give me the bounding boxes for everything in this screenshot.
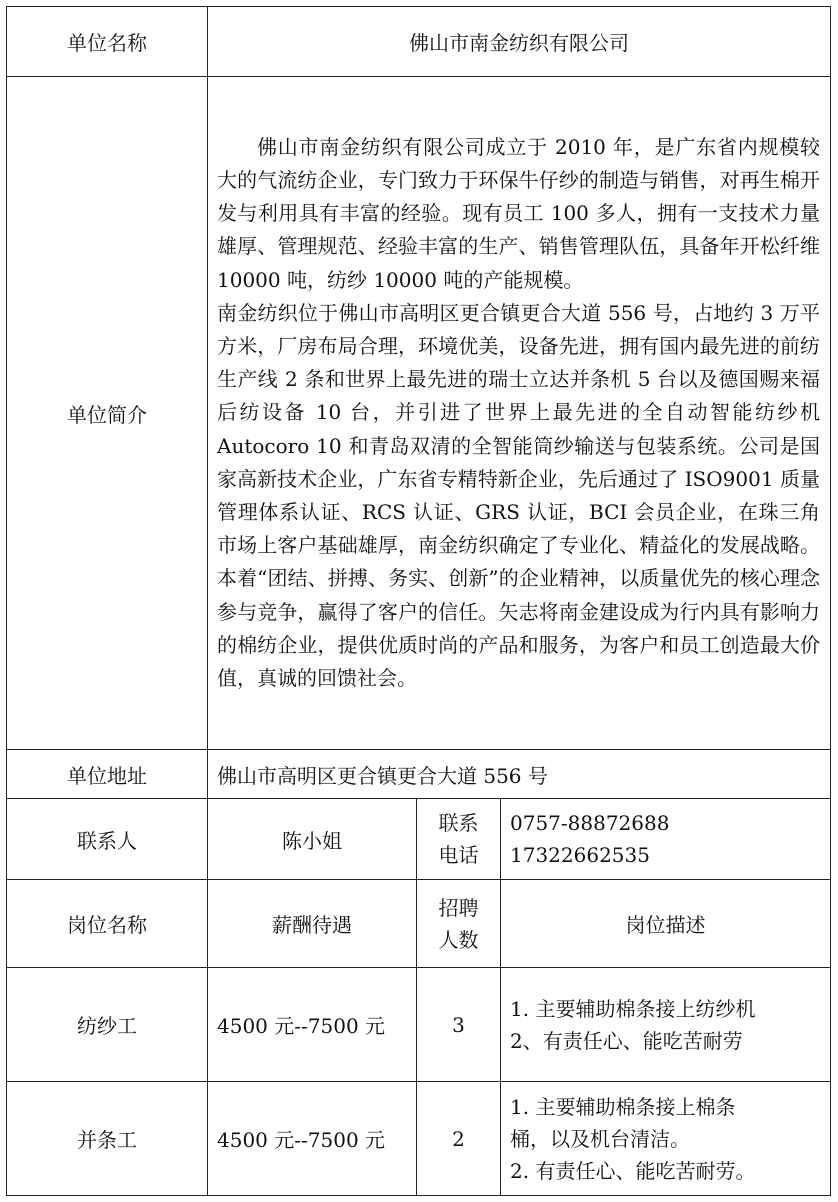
contact-name: 陈小姐 xyxy=(208,799,417,880)
job-position: 并条工 xyxy=(7,1082,208,1196)
header-headcount-line-1: 招聘 xyxy=(438,895,479,920)
job-description xyxy=(501,968,831,1082)
header-salary: 薪酬待遇 xyxy=(208,880,417,968)
job-row xyxy=(7,968,831,1082)
company-name-label: 单位名称 xyxy=(7,7,208,77)
phone-number-1: 0757-88872688 xyxy=(510,811,670,835)
phone-label-line-1: 联系 xyxy=(438,811,479,835)
company-intro-text xyxy=(208,77,831,750)
job-description-line: 桶，以及机台清洁。 xyxy=(510,1126,690,1151)
company-name-row xyxy=(7,7,831,77)
phone-numbers xyxy=(501,799,831,880)
contact-label: 联系人 xyxy=(7,799,208,880)
job-headcount: 2 xyxy=(417,1082,501,1196)
job-headcount: 3 xyxy=(417,968,501,1082)
jobs-header-row xyxy=(7,880,831,968)
header-headcount-line-2: 人数 xyxy=(438,927,479,952)
company-address-label: 单位地址 xyxy=(7,750,208,799)
company-intro-label: 单位简介 xyxy=(7,77,208,750)
company-intro-row xyxy=(7,77,831,750)
job-row xyxy=(7,1082,831,1196)
company-address-row xyxy=(7,750,831,799)
company-info-table xyxy=(6,6,831,1196)
job-description-line: 1. 主要辅助棉条接上棉条 xyxy=(510,1094,736,1119)
intro-paragraph-2: 南金纺织位于佛山市高明区更合镇更合大道 556 号，占地约 3 万平方米，厂房布局合理，环境优美，设备先进，拥有国内最先进的前纺生产线 2 条和世界上最先进的瑞士立达并条机 5 台以及德国赐来福后纺设备 10 台，并引进了世界上最先进的全自动智能纺纱机 Autocoro 10 和青岛双清的全智能筒纱输送与包装系统。公司是国家高新技术企业，广东省专精特新企业，先后通过了 ISO9001 质量管理体系认证、RCS 认证、GRS 认证，BCI 会员企业，在珠三角市场上客户基础雄厚，南金纺织确定了专业化、精益化的发展战略。本着“团结、拼搏、务实、创新”的企业精神，以质量优先的核心理念参与竞争，赢得了客户的信任。矢志将南金建设成为行内具有影响力的棉纺企业，提供优质时尚的产品和服务，为客户和员工创造最大价值，真诚的回馈社会。 xyxy=(217,300,821,691)
job-description-line: 1. 主要辅助棉条接上纺纱机 xyxy=(510,996,756,1021)
job-description xyxy=(501,1082,831,1196)
job-description-line: 2、有责任心、能吃苦耐劳 xyxy=(510,1028,743,1053)
header-position: 岗位名称 xyxy=(7,880,208,968)
job-salary: 4500 元--7500 元 xyxy=(208,1082,417,1196)
company-name-value: 佛山市南金纺织有限公司 xyxy=(208,7,831,77)
phone-number-2: 17322662535 xyxy=(510,843,650,867)
job-salary: 4500 元--7500 元 xyxy=(208,968,417,1082)
job-position: 纺纱工 xyxy=(7,968,208,1082)
job-description-line: 2. 有责任心、能吃苦耐劳。 xyxy=(510,1158,756,1183)
phone-label-line-2: 电话 xyxy=(438,843,479,867)
contact-row xyxy=(7,799,831,880)
header-description: 岗位描述 xyxy=(501,880,831,968)
intro-paragraph-1: 佛山市南金纺织有限公司成立于 2010 年，是广东省内规模较大的气流纺企业，专门致力于环保牛仔纱的制造与销售，对再生棉开发与利用具有丰富的经验。现有员工 100 多人，拥有一支技术力量雄厚、管理规范、经验丰富的生产、销售管理队伍，具备年开松纤维 10000 吨，纺纱 10000 吨的产能规模。 xyxy=(217,134,821,292)
phone-label xyxy=(417,799,501,880)
header-headcount xyxy=(417,880,501,968)
company-address-value: 佛山市高明区更合镇更合大道 556 号 xyxy=(208,750,831,799)
